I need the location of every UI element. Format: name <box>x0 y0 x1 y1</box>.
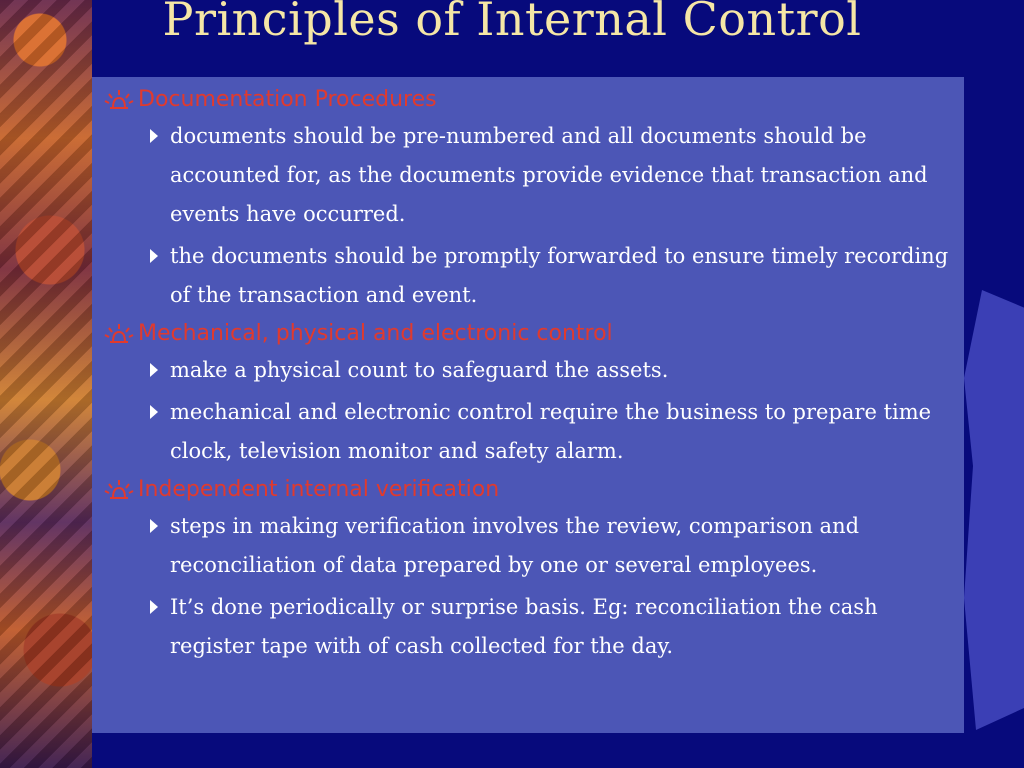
list-item-text: the documents should be promptly forwarded to ensure timely recording of the transaction and event. <box>170 244 949 307</box>
content-panel <box>92 77 964 733</box>
list-item <box>150 237 950 315</box>
sun-rays-icon <box>104 88 134 112</box>
triangle-bullet-icon <box>150 600 158 614</box>
sun-rays-icon <box>104 322 134 346</box>
section-heading-text: Documentation Procedures <box>138 87 437 112</box>
triangle-bullet-icon <box>150 405 158 419</box>
triangle-bullet-icon <box>150 249 158 263</box>
section-documentation-procedures <box>104 83 950 315</box>
triangle-bullet-icon <box>150 363 158 377</box>
list-item <box>150 117 950 234</box>
section-independent-verification <box>104 473 950 666</box>
list-item-text: mechanical and electronic control require the business to prepare time clock, television monitor and safety alarm. <box>170 400 932 463</box>
list-item-text: steps in making verification involves the review, comparison and reconciliation of data prepared by one or several employees. <box>170 514 860 577</box>
list-item <box>150 351 950 390</box>
list-item-text: make a physical count to safeguard the assets. <box>170 358 669 382</box>
list-item <box>150 393 950 471</box>
decorative-shape <box>964 290 1024 730</box>
decorative-gear-strip <box>0 0 92 768</box>
list-item-text: It’s done periodically or surprise basis. Eg: reconciliation the cash register tape with of cash collected for the day. <box>170 595 878 658</box>
list-item-text: documents should be pre-numbered and all documents should be accounted for, as the documents provide evidence that transaction and events have occurred. <box>170 124 928 226</box>
triangle-bullet-icon <box>150 129 158 143</box>
section-heading-text: Mechanical, physical and electronic control <box>138 321 613 346</box>
section-heading <box>104 83 950 117</box>
list-item <box>150 588 950 666</box>
list-item <box>150 507 950 585</box>
section-heading <box>104 473 950 507</box>
section-heading-text: Independent internal verification <box>138 477 500 502</box>
slide-title: Principles of Internal Control <box>162 0 862 46</box>
triangle-bullet-icon <box>150 519 158 533</box>
section-mechanical-control <box>104 317 950 471</box>
section-heading <box>104 317 950 351</box>
sun-rays-icon <box>104 478 134 502</box>
